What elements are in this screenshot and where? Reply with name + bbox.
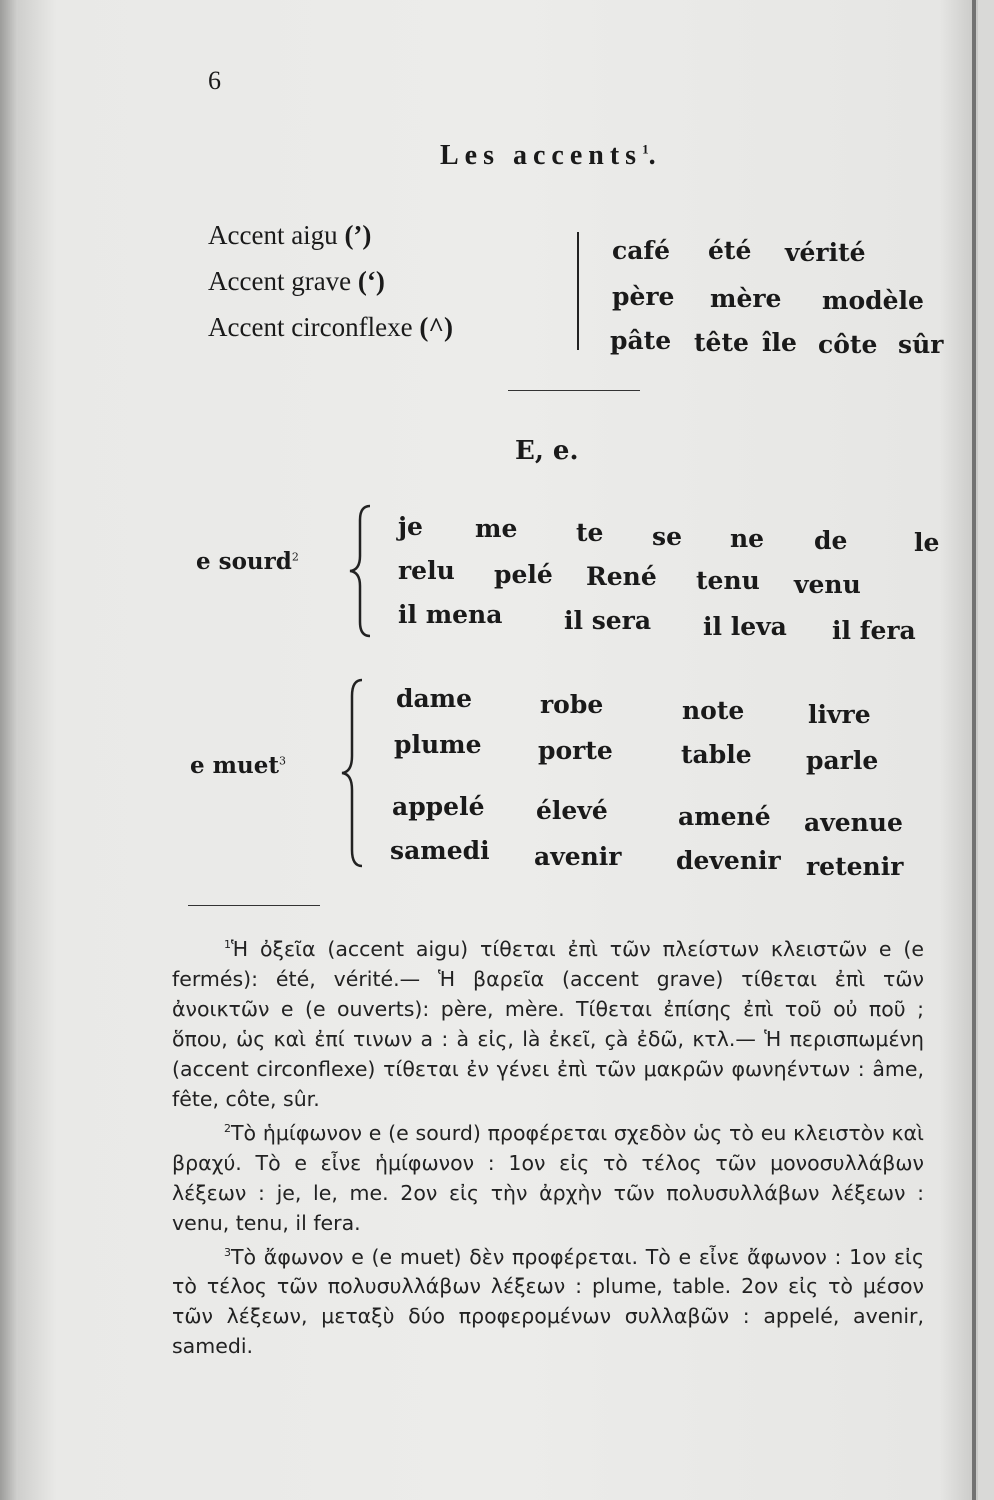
page-title: Les accents$^1$. xyxy=(440,140,662,171)
footnote-ref: 2 xyxy=(291,550,299,564)
example-word: samedi xyxy=(390,836,490,865)
example-word: il sera xyxy=(564,606,652,635)
example-word: île xyxy=(762,328,797,357)
example-word: avenir xyxy=(534,842,622,871)
title-footnote-ref: 1 xyxy=(642,141,649,157)
example-word: je xyxy=(398,512,423,541)
example-word: été xyxy=(708,236,752,265)
accent-name: Accent aigu xyxy=(208,220,338,250)
example-word: dame xyxy=(396,684,473,713)
example-word: parle xyxy=(806,746,879,775)
e-muet-label-text: e muet xyxy=(190,752,279,779)
example-word: robe xyxy=(540,690,604,719)
page-number: 6 xyxy=(208,66,221,95)
example-word: devenir xyxy=(676,846,781,875)
example-word: livre xyxy=(808,700,871,729)
example-word: sûr xyxy=(898,330,944,359)
curly-brace xyxy=(346,504,376,638)
example-word: il leva xyxy=(703,612,787,641)
example-word: tête xyxy=(694,328,749,357)
example-word: note xyxy=(682,696,745,725)
accent-symbol: (’) xyxy=(344,220,372,250)
section-divider xyxy=(508,390,640,391)
footnote-text: Τὸ ἡμίφωνον e (e sourd) προφέρεται σχεδὸν ὡς τὸ eu κλειστὸν καὶ βραχύ. Τὸ e εἶνε ἡμίφωνον : 1ον εἰς τὸ τέλος τῶν μονοσυλλάβων λέξεων : je, le, me. 2ον εἰς τὴν ἀρχὴν τῶν πολυσυλλάβων λέξεων : venu, tenu, il fera. xyxy=(172,1120,924,1235)
example-word: retenir xyxy=(806,852,904,881)
section-heading: E, e. xyxy=(515,436,579,466)
accent-symbol: (^) xyxy=(419,312,454,342)
example-word: plume xyxy=(394,730,482,759)
accent-name: Accent circonflexe xyxy=(208,312,413,342)
example-word: table xyxy=(681,740,752,769)
example-word: ne xyxy=(730,524,765,553)
footnote-3 xyxy=(172,1238,924,1362)
footnote-2 xyxy=(172,1114,924,1238)
example-word: se xyxy=(652,522,682,551)
example-word: me xyxy=(475,514,518,543)
accent-symbol: (‘) xyxy=(357,266,385,296)
example-word: pelé xyxy=(494,560,553,589)
example-word: vérité xyxy=(785,238,866,267)
example-word: mère xyxy=(710,284,782,313)
example-word: appelé xyxy=(392,792,485,821)
example-word: le xyxy=(914,528,940,557)
accent-row xyxy=(208,220,371,251)
footnote-mark: 1 xyxy=(224,938,231,951)
e-sourd-label-text: e sourd xyxy=(196,548,292,575)
example-word: te xyxy=(576,518,604,547)
example-word: élevé xyxy=(536,796,608,825)
e-muet-label xyxy=(190,752,286,779)
footnote-text: Ἡ ὀξεῖα (accent aigu) τίθεται ἐπὶ τῶν πλείστων κλειστῶν e (e fermés): été, vérité.— Ἡ βαρεῖα (accent grave) τίθεται ἐπὶ τῶν ἀνοικτῶν e (e ouverts): père, mère. Τίθεται ἐπίσης ἐπὶ τοῦ οὐ ποῦ ; ὅπου, ὡς καὶ ἐπί τινων a : à εἰς, là ἐκεῖ, çà ἐδῶ, κτλ.— Ἡ περισπωμένη (accent circonflexe) τίθεται ἐν γένει ἐπὶ τῶν μακρῶν φωνηέντων : âme, fête, côte, sûr. xyxy=(172,936,924,1111)
example-word: pâte xyxy=(610,326,672,355)
e-sourd-label xyxy=(196,548,299,575)
example-word: avenue xyxy=(804,808,903,837)
example-word: amené xyxy=(678,802,771,831)
title-text: Les accents xyxy=(440,140,643,171)
curly-brace xyxy=(338,678,368,868)
example-word: il mena xyxy=(398,600,503,629)
footnote-1 xyxy=(172,930,924,1114)
example-word: porte xyxy=(538,736,613,765)
footnote-text: Τὸ ἄφωνον e (e muet) δὲν προφέρεται. Τὸ e εἶνε ἄφωνον : 1ον εἰς τὸ τέλος τῶν πολυσυλλάβων λέξεων : plume, table. 2ον εἰς τὸ μέσον τῶν λέξεων, μεταξὺ δύο προφερομένων συλλαβῶν : appelé, avenir, samedi. xyxy=(172,1244,924,1359)
example-word: père xyxy=(612,282,675,311)
accent-divider xyxy=(577,232,579,350)
example-word: tenu xyxy=(696,566,760,595)
example-word: il fera xyxy=(832,616,916,645)
footnote-ref: 3 xyxy=(278,754,286,768)
example-word: René xyxy=(586,562,657,591)
footnote-mark: 3 xyxy=(224,1245,231,1259)
example-word: de xyxy=(814,526,848,555)
example-word: côte xyxy=(818,330,878,359)
page-edge xyxy=(972,0,976,1500)
footnote-mark: 2 xyxy=(224,1121,231,1135)
example-word: venu xyxy=(794,570,861,599)
accent-row xyxy=(208,266,385,297)
accent-name: Accent grave xyxy=(208,266,352,296)
example-word: relu xyxy=(398,556,455,585)
accent-row xyxy=(208,312,453,343)
page-binding-shadow xyxy=(0,0,18,1500)
example-word: modèle xyxy=(822,286,924,315)
example-word: café xyxy=(612,236,671,265)
footnote-divider xyxy=(188,905,320,906)
footnotes xyxy=(172,930,924,1361)
